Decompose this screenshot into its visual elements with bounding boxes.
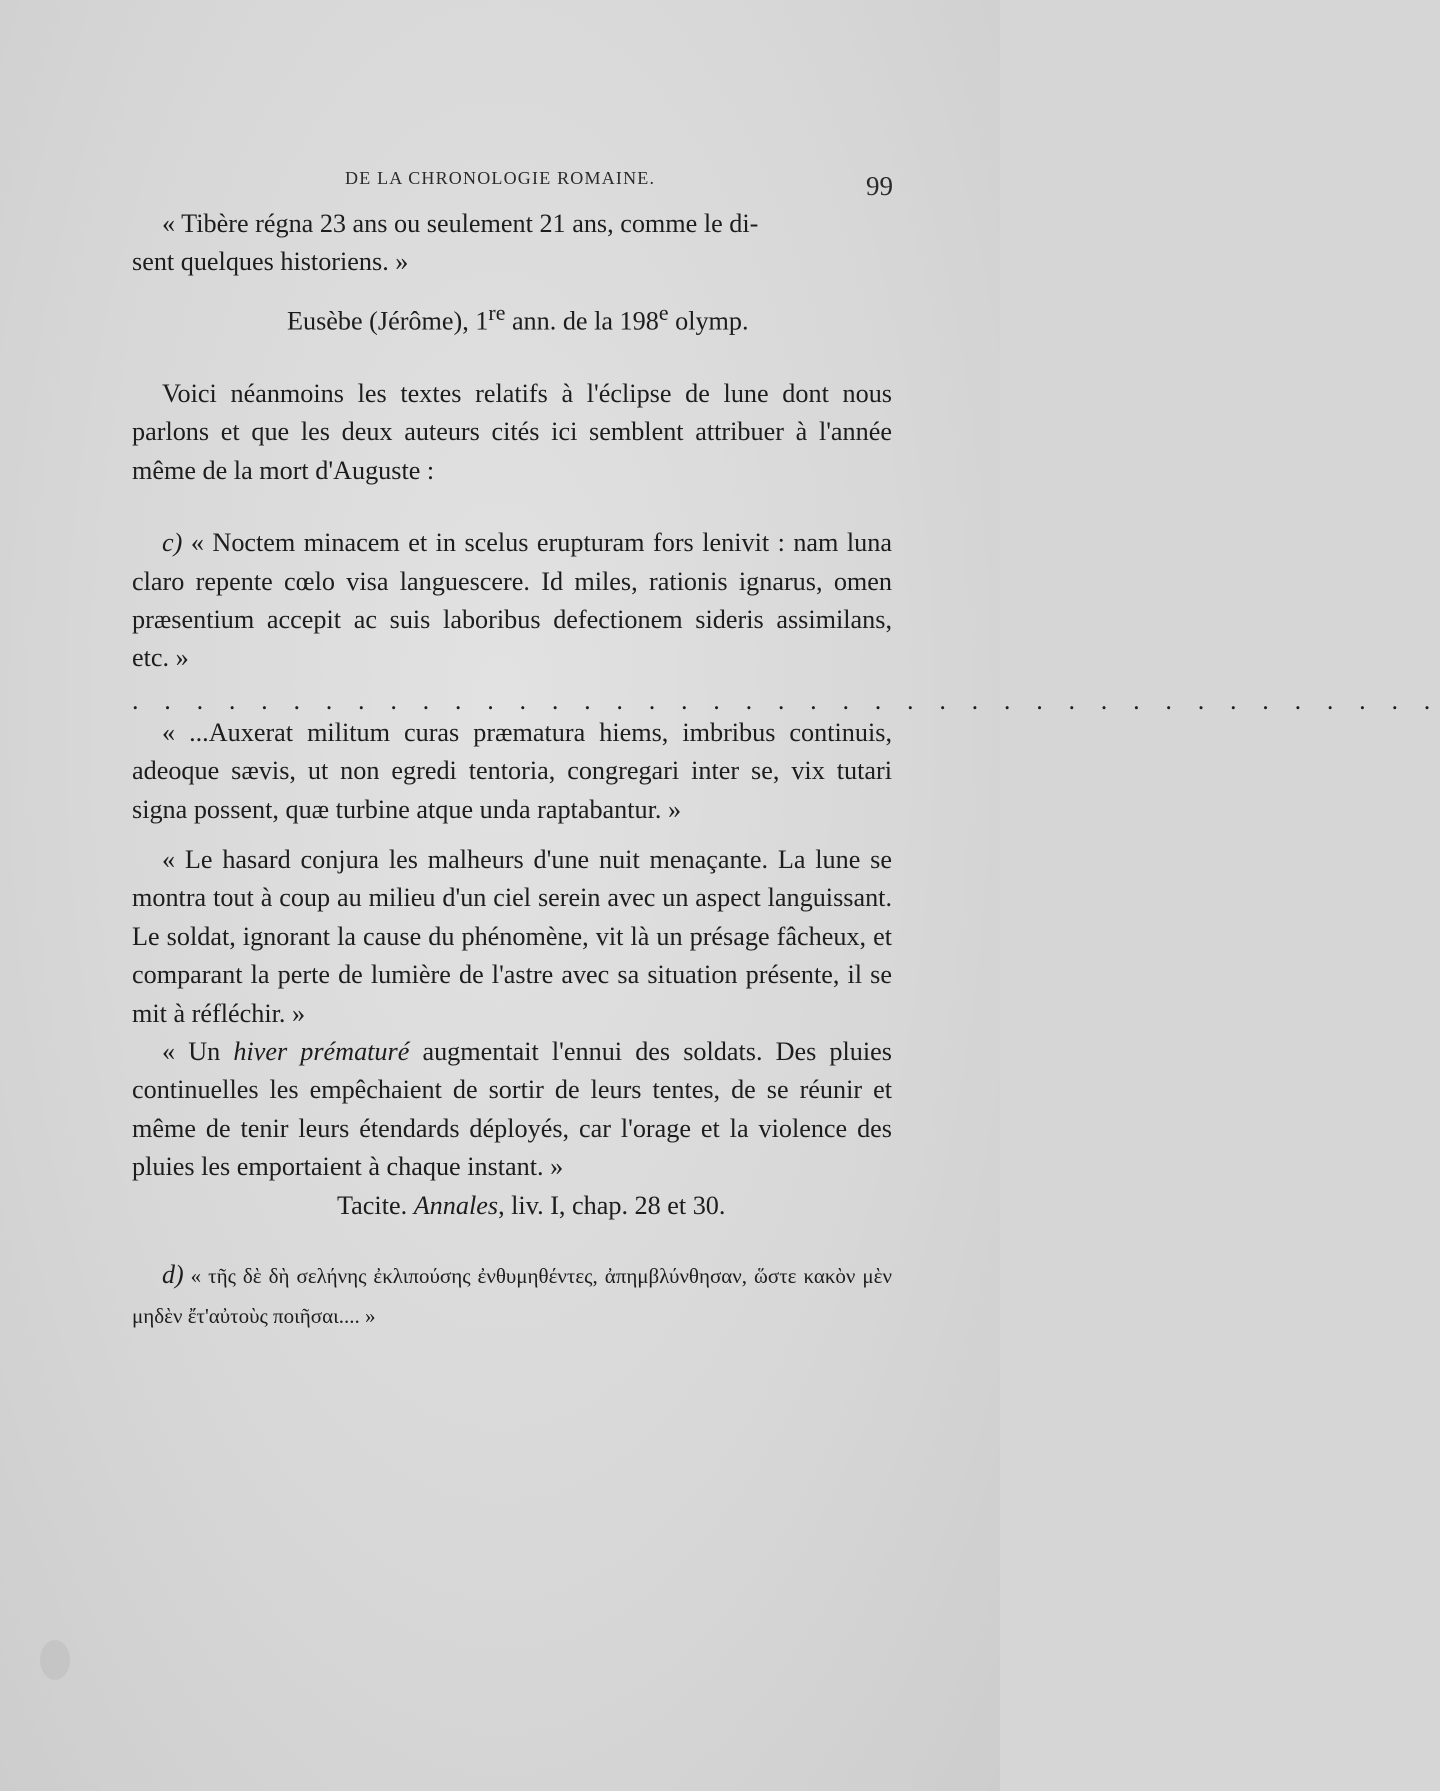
citation-tacite xyxy=(132,1187,892,1225)
paper-smudge xyxy=(40,1640,70,1680)
ellipsis-dots: . . . . . . . . . . . . . . . . . . . . . . . . . . . . . . . . . . . . . . . . . xyxy=(132,685,1440,715)
paragraph-hiver-italic: hiver prématuré xyxy=(233,1037,410,1067)
citation-eusebe-sup-e: e xyxy=(658,300,669,325)
paragraph-auxerat: « ...Auxerat militum curas præmatura hiems, imbribus continuis, adeoque sævis, ut non egredi tentoria, congregari inter se, vix tutari signa possent, quæ turbine atque unda raptabantur. » xyxy=(132,717,892,824)
label-c: c) xyxy=(162,528,183,558)
paragraph-hiver-text-start: « Un xyxy=(162,1037,234,1067)
citation-tacite-italic: Annales xyxy=(413,1190,499,1220)
citation-eusebe-text-mid: ann. de la 198 xyxy=(505,306,659,336)
citation-tacite-text-end: , liv. I, chap. 28 et 30. xyxy=(498,1190,726,1220)
paragraph-hiver-text-end: augmentait l'ennui des soldats. Des pluies continuelles les empêchaient de sortir de leurs tentes, de se réunir et même de tenir leurs étendards déployés, car l'orage et la violence des pluies les emportaient à chaque instant. » xyxy=(132,1037,892,1182)
paragraph-tibere xyxy=(132,205,892,282)
paragraph-c-text: « Noctem minacem et in scelus erupturam fors lenivit : nam luna claro repente cœlo visa languescere. Id miles, rationis ignarus, omen præsentium accepit ac suis laboribus defectionem sideris assimilans, etc. » xyxy=(132,528,892,673)
label-d: d) xyxy=(162,1260,184,1290)
citation-eusebe-sup-re: re xyxy=(488,300,506,325)
body-text xyxy=(132,205,1440,1336)
paragraph-voici: Voici néanmoins les textes relatifs à l'éclipse de lune dont nous parlons et que les deux auteurs cités ici semblent attribuer à l'année même de la mort d'Auguste : xyxy=(132,378,892,485)
running-head: DE LA CHRONOLOGIE ROMAINE. xyxy=(345,168,656,188)
page-number: 99 xyxy=(866,171,893,201)
paragraph-tibere-line1: « Tibère régna 23 ans ou seulement 21 ans, comme le di- xyxy=(162,209,759,238)
paragraph-le-hasard: « Le hasard conjura les malheurs d'une nuit menaçante. La lune se montra tout à coup au milieu d'un ciel serein avec un aspect languissant. Le soldat, ignorant la cause du phénomène, vit là un présage fâcheux, et comparant la perte de lumière de l'astre avec sa situation présente, il se mit à réfléchir. » xyxy=(132,845,892,1028)
paragraph-tibere-line2: sent quelques historiens. » xyxy=(132,247,409,277)
paragraph-d-text: « τῆς δὲ δὴ σελήνης ἐκλιπούσης ἐνθυμηθέντες, ἀπημβλύνθησαν, ὥστε κακὸν μὲν μηδὲν ἔτ'αὐτοὺς ποιῆσαι.... » xyxy=(132,1264,892,1329)
paragraph-hiver xyxy=(132,1033,892,1187)
citation-eusebe-text: Eusèbe (Jérôme), 1 xyxy=(287,306,489,336)
paragraph-d-greek xyxy=(132,1255,892,1336)
citation-eusebe-text-end: olymp. xyxy=(668,306,749,336)
paragraph-c-latin xyxy=(132,524,892,678)
citation-eusebe xyxy=(132,294,892,341)
citation-tacite-text: Tacite. xyxy=(337,1190,414,1220)
